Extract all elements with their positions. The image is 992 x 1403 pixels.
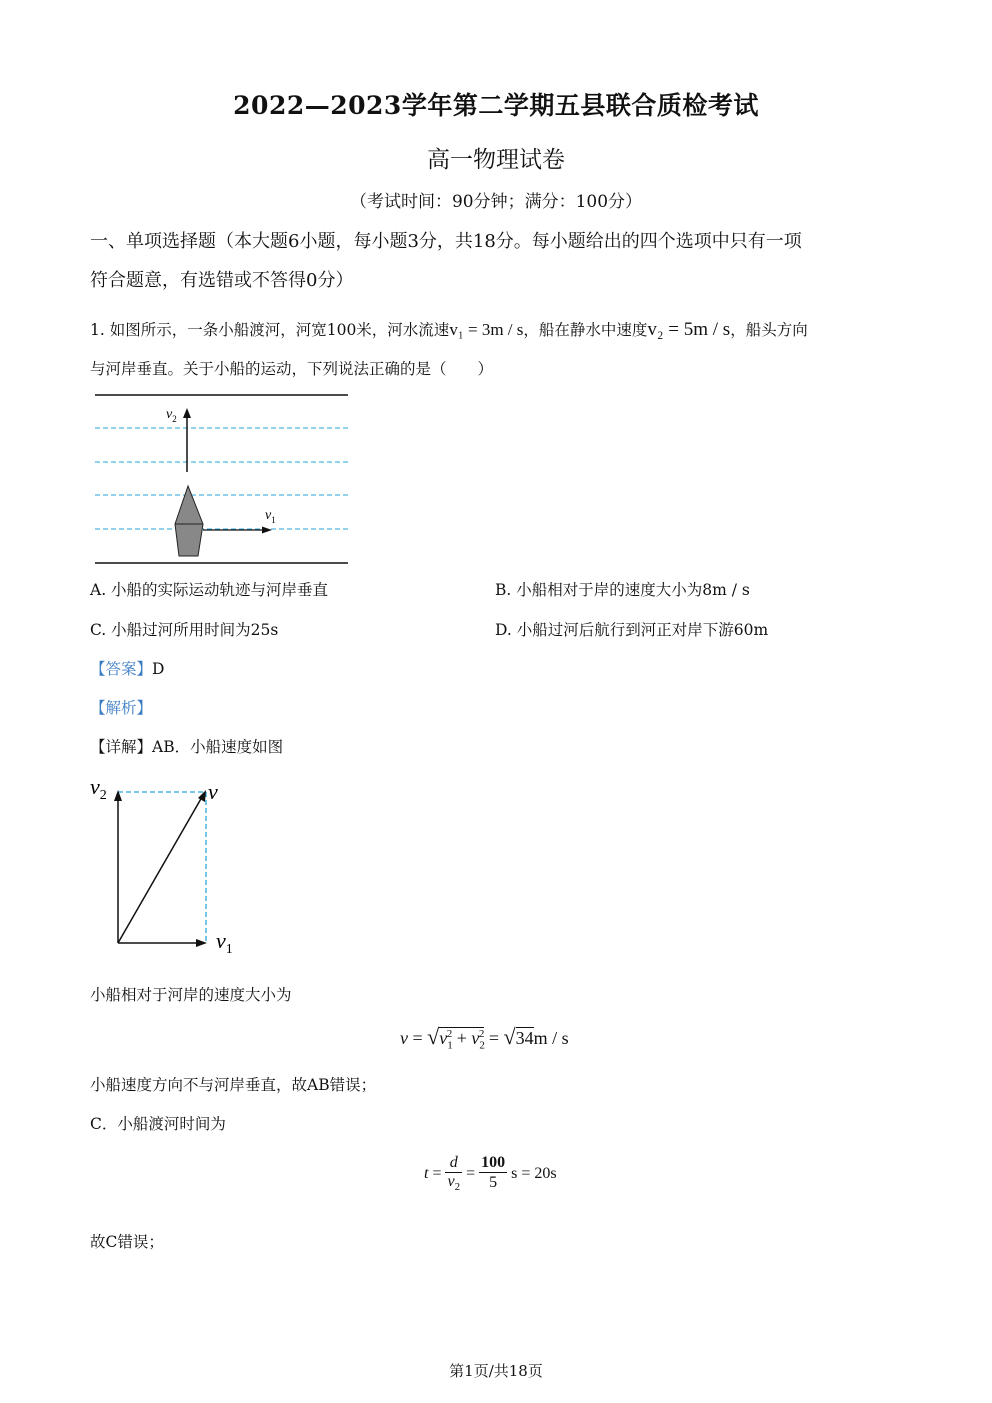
- section-heading-line1: 一、单项选择题（本大题6小题，每小题3分，共18分。每小题给出的四个选项中只有一项: [90, 231, 802, 252]
- c-time-text: C．小船渡河时间为: [90, 1115, 226, 1133]
- answer-label: 【答案】: [90, 660, 153, 678]
- analysis-label: 【解析】: [90, 699, 153, 717]
- ab-conclusion: 小船速度方向不与河岸垂直，故AB错误；: [90, 1076, 377, 1094]
- v-vector-label: v: [208, 779, 218, 804]
- v2-vector-label: $v_2$: [90, 774, 107, 803]
- option-d: D. 小船过河后航行到河正对岸下游60m: [495, 621, 769, 639]
- v1-expression: v₁ = 3m / s: [449, 320, 524, 339]
- detail-label: 【详解】: [90, 738, 153, 756]
- v1-label: $v_1$: [265, 508, 276, 525]
- boat-shape: [175, 486, 203, 556]
- option-b: B. 小船相对于岸的速度大小为8m / s: [495, 581, 750, 599]
- answer-line: [90, 657, 164, 679]
- option-a: A. 小船的实际运动轨迹与河岸垂直: [90, 581, 329, 599]
- stem-part1: 1. 如图所示，一条小船渡河，河宽100米，河水流速: [90, 321, 450, 339]
- answer-value: D: [152, 660, 165, 678]
- question-1-stem: [90, 318, 808, 341]
- detail-line: [90, 735, 283, 757]
- section-heading-line2: 符合题意，有选错或不答得0分）: [90, 270, 354, 291]
- river-figure: [90, 388, 352, 568]
- question-1-stem-line2: 与河岸垂直。关于小船的运动，下列说法正确的是（ ）: [90, 360, 494, 378]
- page-number: 第1页/共18页: [449, 1362, 543, 1380]
- v1-vector-label: $v_1$: [216, 928, 233, 957]
- equation-time: t = d = 100 s = 20s $v_2$ 5: [424, 1154, 557, 1194]
- equation-speed: $v = √v_1^2 + v_2^2 = √34m / s$: [400, 1024, 569, 1052]
- speed-text: 小船相对于河岸的速度大小为: [90, 986, 292, 1004]
- exam-info: （考试时间：90分钟；满分：100分）: [349, 192, 643, 212]
- exam-subtitle: 高一物理试卷: [427, 147, 565, 173]
- option-c: C. 小船过河所用时间为25s: [90, 621, 279, 639]
- c-conclusion: 故C错误；: [90, 1233, 164, 1251]
- v-resultant-vector: [118, 797, 202, 943]
- stem-part3: ，船头方向: [730, 321, 808, 339]
- exam-title: 2022—2023学年第二学期五县联合质检考试: [233, 91, 759, 120]
- detail-text: AB．小船速度如图: [152, 738, 284, 756]
- stem-part2: ，船在静水中速度: [523, 321, 648, 339]
- v2-label: $v_2$: [166, 407, 177, 424]
- vector-diagram: [88, 772, 248, 962]
- v2-expression: v₂ = 5m / s: [647, 319, 731, 340]
